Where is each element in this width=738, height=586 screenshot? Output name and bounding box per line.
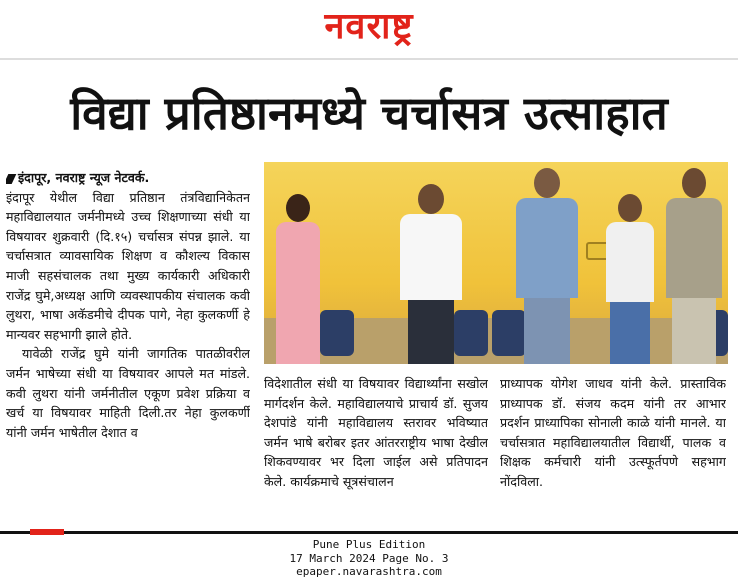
person-man-grey-coat bbox=[662, 168, 726, 364]
masthead bbox=[0, 0, 738, 58]
footer-url[interactable]: epaper.navarashtra.com bbox=[296, 565, 442, 578]
footer-divider bbox=[0, 531, 738, 534]
headline: विद्या प्रतिष्ठानमध्ये चर्चासत्र उत्साहात bbox=[70, 86, 668, 140]
dateline bbox=[6, 168, 250, 188]
article-paragraph-2: यावेळी राजेंद्र घुमे यांनी जागतिक पातळीवरील जर्मन भाषेच्या संधी या विषयावर आपले मत मांडले. कवी लुथरा यांनी जर्मनीतील एकूण प्रवेश प्रक्रिया व खर्च या विषयावर माहिती दिली.तर नेहा कुलकर्णी यांनी जर्मन भाषेतील देशात व bbox=[6, 346, 250, 440]
masthead-divider bbox=[0, 58, 738, 60]
footer-edition: Pune Plus Edition bbox=[312, 538, 426, 551]
dateline-text: इंदापूर, नवराष्ट्र न्यूज नेटवर्क. bbox=[18, 170, 150, 185]
person-man-white-shirt bbox=[392, 184, 470, 364]
person-man-blue-blazer bbox=[510, 168, 584, 364]
event-photo bbox=[264, 162, 728, 364]
footer-accent bbox=[30, 529, 64, 535]
masthead-logo: नवराष्ट्र bbox=[324, 6, 414, 47]
footer-date-page: 17 March 2024 Page No. 3 bbox=[289, 551, 449, 565]
footer bbox=[0, 538, 738, 579]
article-paragraph-3: विदेशातील संधी या विषयावर विद्यार्थ्यांना सखोल मार्गदर्शन केले. महाविद्यालयाचे प्राचार्य डॉ. सुजय देशपांडे यांनी महाविद्यालय स्तरावर भविष्यात जर्मन भाषे बरोबर इतर आंतरराष्ट्रीय भाषा देखील शिकवण्यावर भर दिला जाईल असे प्रतिपादन केले. कार्यक्रमाचे सूत्रसंचालन bbox=[264, 376, 488, 489]
article-column-2 bbox=[264, 374, 488, 526]
article-column-3 bbox=[500, 374, 726, 526]
person-man-vest bbox=[600, 194, 660, 364]
dateline-marker-icon bbox=[6, 174, 16, 184]
article-paragraph-1: इंदापूर येथील विद्या प्रतिष्ठान तंत्रविद्यानिकेतन महाविद्यालयात जर्मनीमध्ये उच्च शिक्षणाच्या संधी या विषयावर शुक्रवारी (दि.१५) चर्चासत्र संपन्न झाले. या चर्चासत्रात व्यावसायिक शिक्षण व कौशल्य विकास माजी सहसंचालक तथा मुख्य कार्यकारी अधिकारी राजेंद्र घुमे,अध्यक्ष आणि व्यवस्थापकीय संचालक कवी लुथरा, भाषा अकॅडमीचे दीपक पागे, नेहा कुलकर्णी हे मान्यवर सहभागी झाले होते. bbox=[6, 189, 250, 342]
article-column-1 bbox=[6, 168, 250, 526]
article-paragraph-4: प्राध्यापक योगेश जाधव यांनी केले. प्रास्ताविक प्राध्यापक डॉ. संजय कदम यांनी तर आभार प्रदर्शन प्राध्यापिका सोनाली काळे यांनी मानले. या चर्चासत्रात महाविद्यालयातील विद्यार्थी, पालक व शिक्षक कर्मचारी यांनी उत्स्फूर्तपणे सहभाग नोंदविला. bbox=[500, 376, 726, 489]
person-woman bbox=[268, 194, 328, 364]
